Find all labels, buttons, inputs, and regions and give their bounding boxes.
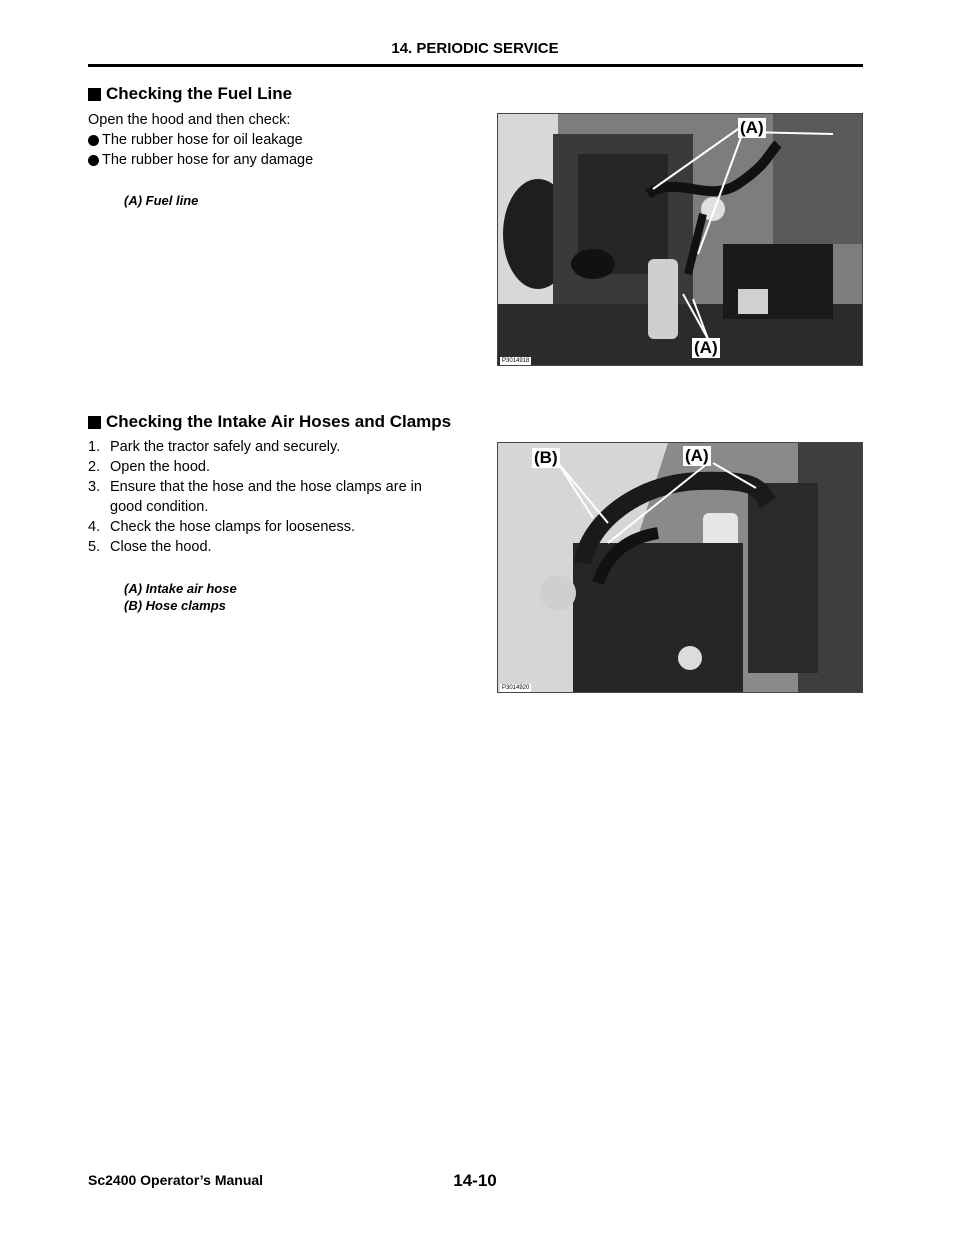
page-number: 14-10	[453, 1171, 497, 1190]
square-bullet-icon	[88, 416, 101, 429]
bullet-dot-icon	[88, 135, 99, 146]
fuel-line-body	[88, 110, 313, 170]
step-text: Close the hood.	[110, 539, 212, 555]
fuel-line-intro: Open the hood and then check:	[88, 112, 291, 128]
intake-heading-text: Checking the Intake Air Hoses and Clamps	[106, 412, 452, 431]
callout-a-top: (A)	[740, 118, 764, 137]
step-text: Open the hood.	[110, 459, 210, 475]
list-item	[88, 517, 458, 537]
intake-photo	[497, 442, 863, 693]
callout-b: (B)	[534, 448, 558, 467]
bullet-text: The rubber hose for oil leakage	[102, 132, 303, 148]
step-text: Ensure that the hose and the hose clamps are in good condition.	[110, 479, 422, 515]
header-rule	[88, 64, 863, 67]
fuel-line-caption: (A) Fuel line	[124, 193, 199, 208]
step-number: 2.	[88, 459, 101, 475]
photo-id: P3014920	[502, 685, 530, 691]
square-bullet-icon	[88, 88, 101, 101]
intake-captions	[124, 580, 237, 614]
step-text: Check the hose clamps for looseness.	[110, 519, 356, 535]
fuel-line-photo	[497, 113, 863, 366]
engine-photo-illustration	[498, 443, 862, 692]
list-item	[88, 457, 458, 477]
intake-heading	[88, 412, 451, 432]
list-item	[88, 537, 458, 557]
bullet-text: The rubber hose for any damage	[102, 152, 314, 168]
list-item	[88, 477, 458, 517]
fuel-line-heading	[88, 84, 292, 104]
callout-a-bottom: (A)	[694, 338, 718, 357]
step-number: 4.	[88, 519, 101, 535]
step-number: 3.	[88, 479, 101, 495]
intake-steps	[88, 437, 458, 557]
list-item	[88, 150, 313, 170]
engine-photo-illustration	[498, 114, 862, 365]
bullet-dot-icon	[88, 155, 99, 166]
step-number: 5.	[88, 539, 101, 555]
caption-line: (B) Hose clamps	[124, 598, 226, 613]
caption-line: (A) Intake air hose	[124, 581, 237, 596]
section-title: 14. PERIODIC SERVICE	[391, 40, 559, 57]
photo-id: P3014918	[502, 358, 530, 364]
fuel-line-heading-text: Checking the Fuel Line	[106, 84, 293, 103]
list-item	[88, 130, 313, 150]
step-text: Park the tractor safely and securely.	[110, 439, 341, 455]
step-number: 1.	[88, 439, 101, 455]
list-item	[88, 437, 458, 457]
manual-title: Sc2400 Operator’s Manual	[88, 1172, 264, 1188]
callout-a: (A)	[685, 446, 709, 465]
